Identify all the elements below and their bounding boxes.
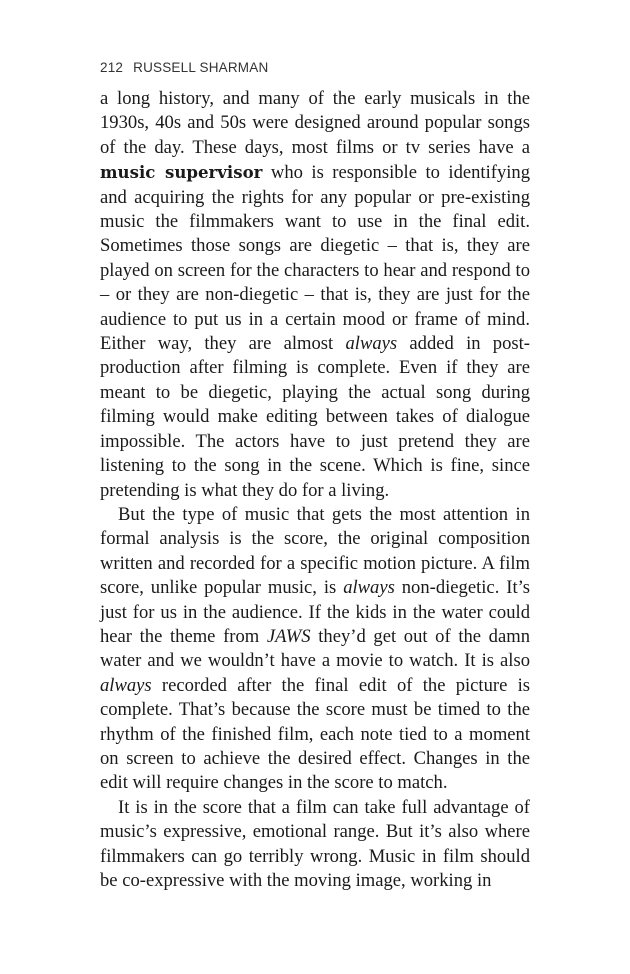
body-text [100,87,530,893]
emphasis-always: always [345,333,398,355]
text-segment: who is responsible to identifying and acquiring the rights for any popular or pre-existing music the filmmakers want to use in the final edit. Sometimes those songs are diegetic – that is, they are played on screen for the characters to hear and respond to – or they are non-diegetic – that is, they are just for the audience to put us in a certain mood or frame of mind. Either way, they are almost [100,162,530,355]
emphasis-always: always [100,674,152,696]
term-music-supervisor: music supervisor [100,162,263,183]
author-name: RUSSELL SHARMAN [133,60,269,75]
text-segment: non-diegetic. It’s just for us in the audience. If the kids in the water could hear the theme from [100,577,531,647]
text-segment: a long history, and many of the early musicals in the 1930s, 40s and 50s were designed around popular songs of the day. These days, most films or tv series have a [100,88,530,158]
text-segment: But the type of music that gets the most attention in formal analysis is the score, the original composition written and recorded for a specific motion picture. A film score, unlike popular music, is [100,503,530,599]
text-segment: It is in the score that a film can take full advantage of music’s expressive, emotional range. But it’s also where filmmakers can go terribly wrong. Music in film should be co-expressive with the moving image, working in [100,796,530,891]
text-segment: they’d get out of the damn water and we wouldn’t have a movie to watch. It is also [100,625,530,672]
text-segment: added in post-production after filming is complete. Even if they are meant to be diegetic, playing the actual song during filming would make editing between takes of dialogue impossible. The actors have to just pretend they are listening to the song in the scene. Which is fine, since pretending is what they do for a living. [100,333,530,501]
paragraph-3 [100,796,530,894]
page-number: 212 [100,60,124,75]
running-head [100,60,268,75]
paragraph-2 [100,503,530,796]
film-title-jaws: JAWS [266,625,311,647]
paragraph-1 [100,87,530,503]
emphasis-always: always [343,577,395,599]
text-segment: recorded after the final edit of the picture is complete. That’s because the score must be timed to the rhythm of the finished film, each note tied to a moment on screen to achieve the desired effect. Changes in the edit will require changes in the score to match. [100,674,530,794]
